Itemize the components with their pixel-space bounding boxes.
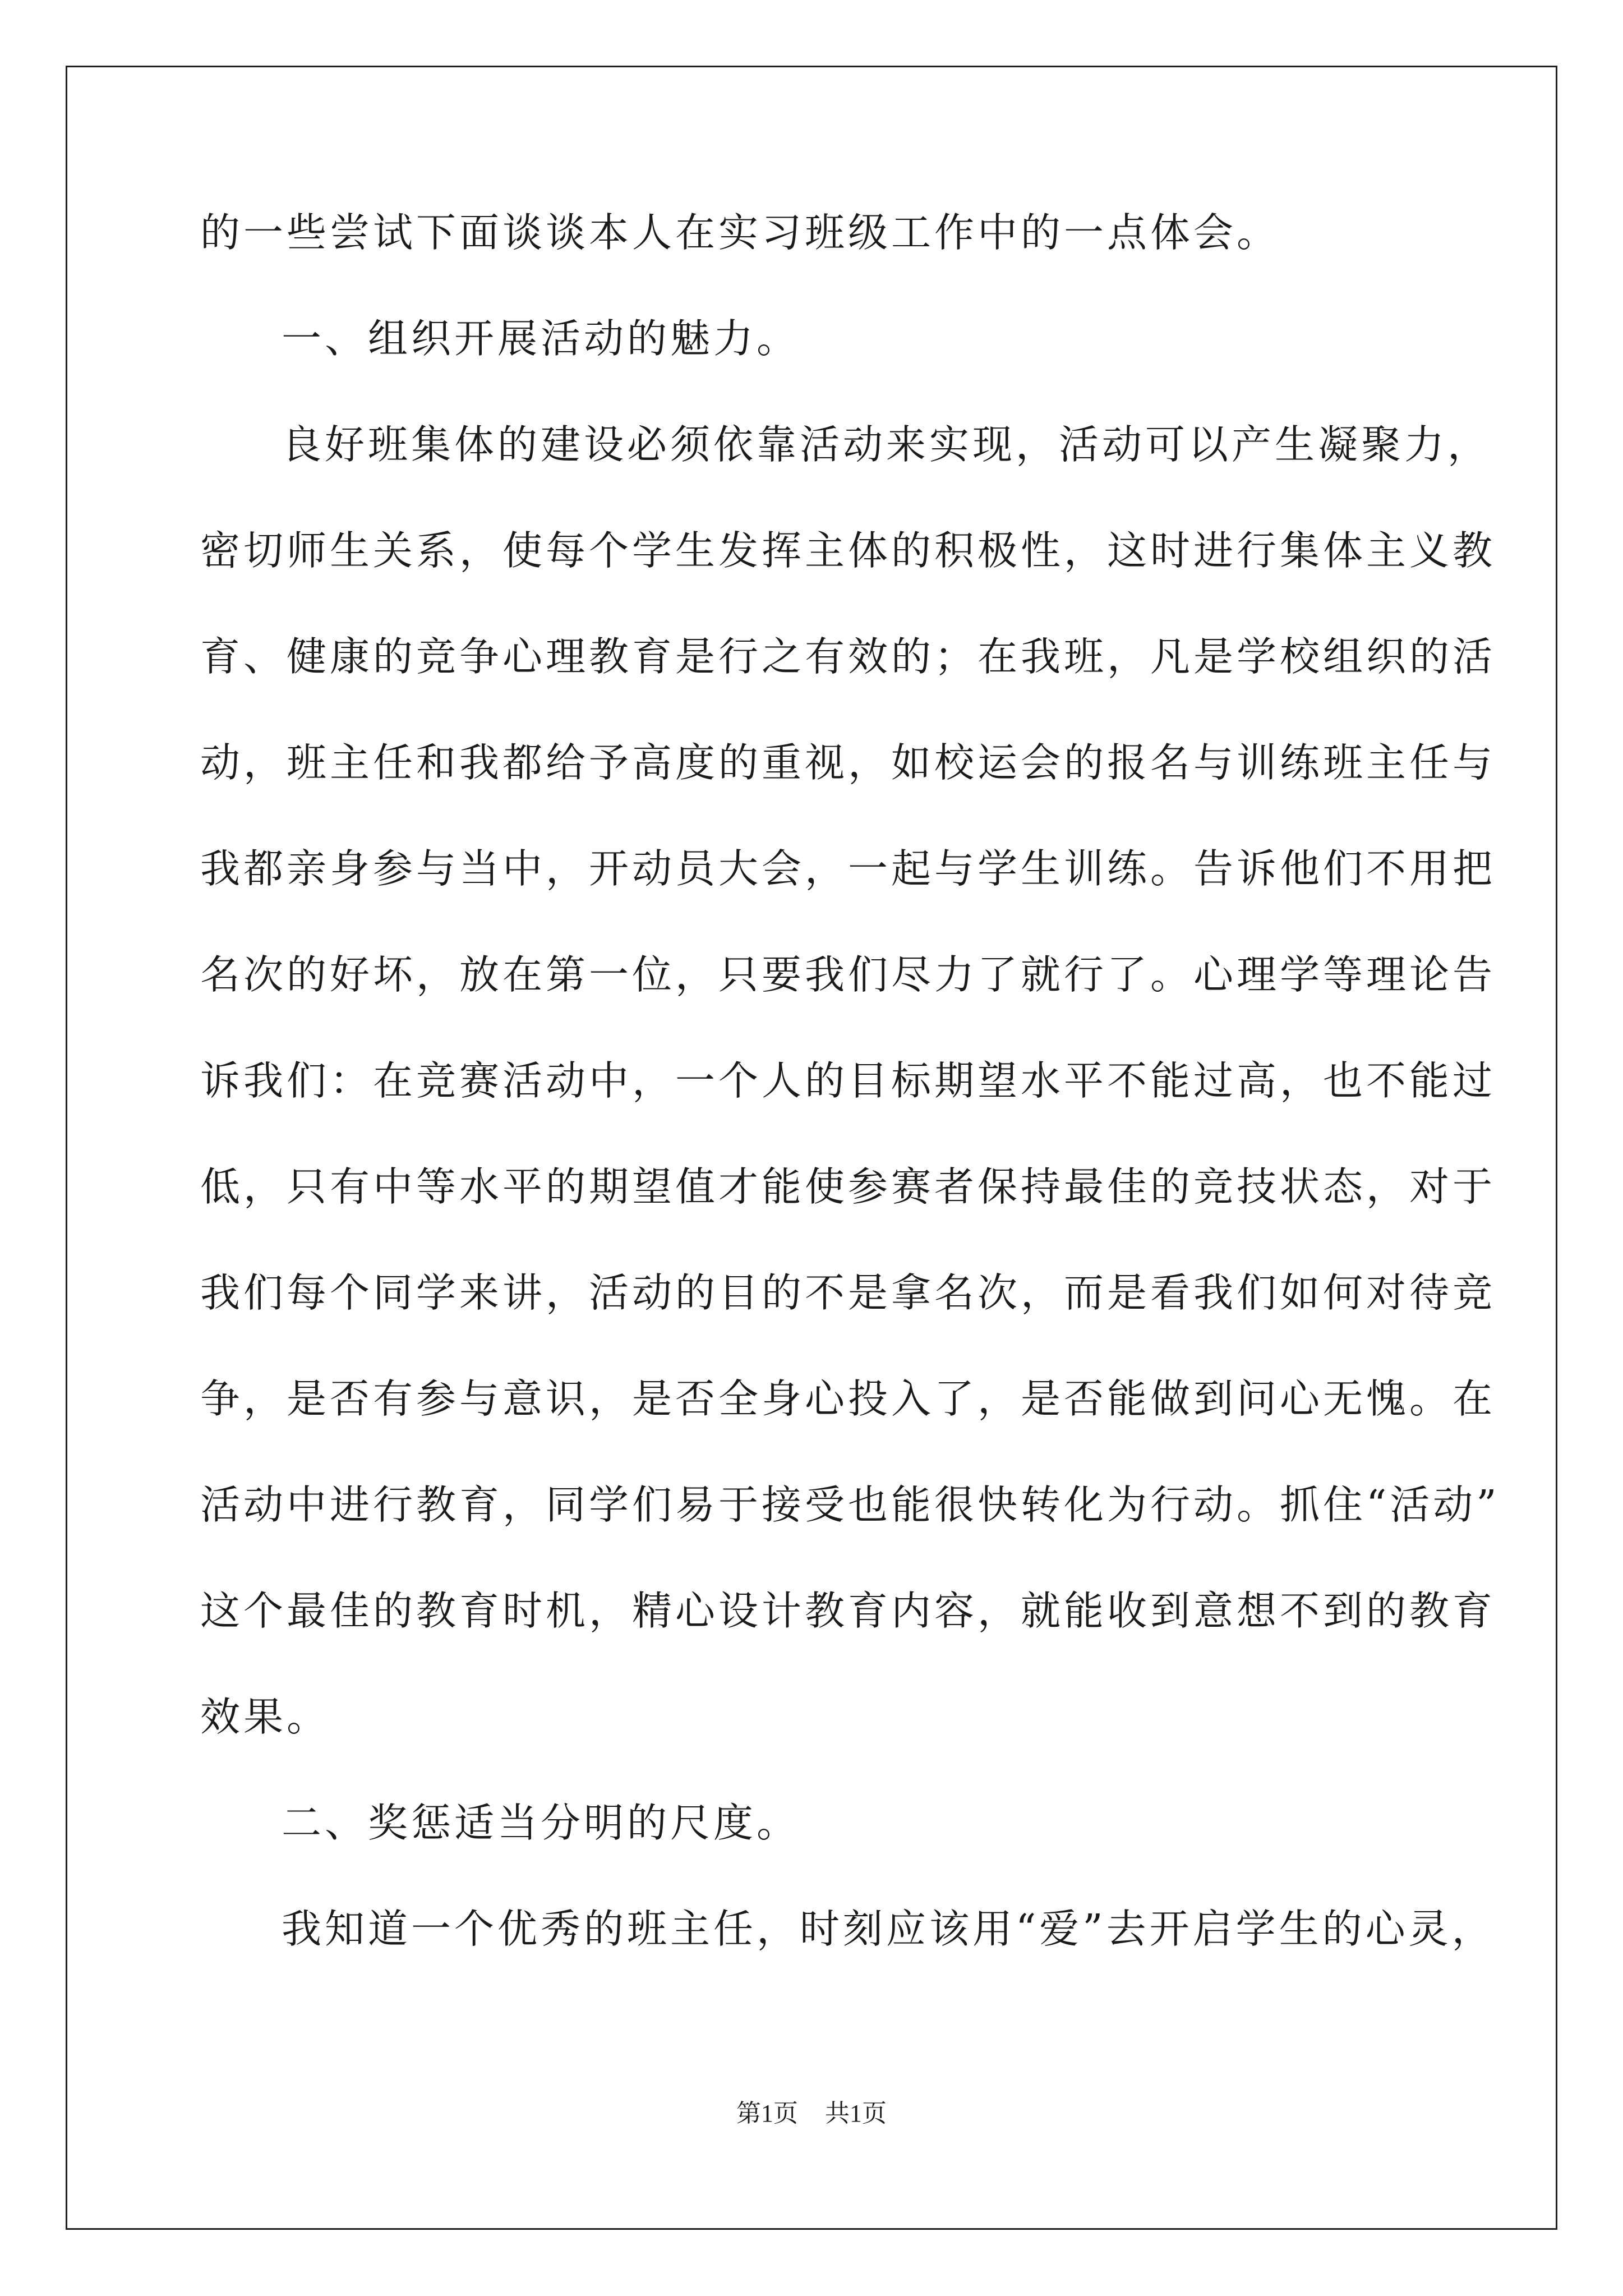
text-line: 这个最佳的教育时机，精心设计教育内容，就能收到意想不到的教育 — [200, 1588, 1496, 1634]
section-heading: 一、组织开展活动的魅力。 — [282, 315, 800, 362]
text-line: 我知道一个优秀的班主任，时刻应该用“爱”去开启学生的心灵， — [282, 1906, 1495, 1952]
page-footer — [0, 2097, 1623, 2131]
text-line: 密切师生关系，使每个学生发挥主体的积极性，这时进行集体主义教 — [200, 527, 1496, 574]
text-line: 我都亲身参与当中，开动员大会，一起与学生训练。告诉他们不用把 — [200, 845, 1496, 892]
text-line: 名次的好坏，放在第一位，只要我们尽力了就行了。心理学等理论告 — [200, 951, 1496, 998]
text-line: 效果。 — [200, 1694, 330, 1740]
text-line: 我们每个同学来讲，活动的目的不是拿名次，而是看我们如何对待竞 — [200, 1269, 1496, 1316]
text-line: 活动中进行教育，同学们易于接受也能很快转化为行动。抓住“活动” — [200, 1481, 1500, 1528]
text-line: 动，班主任和我都给予高度的重视，如校运会的报名与训练班主任与 — [200, 739, 1496, 786]
text-line: 良好班集体的建设必须依靠活动来实现，活动可以产生凝聚力， — [282, 421, 1491, 468]
text-line: 诉我们：在竞赛活动中，一个人的目标期望水平不能过高，也不能过 — [200, 1057, 1496, 1104]
section-heading: 二、奖惩适当分明的尺度。 — [282, 1800, 800, 1846]
page-number: 第1页 — [736, 2100, 798, 2127]
text-line: 育、健康的竞争心理教育是行之有效的；在我班，凡是学校组织的活 — [200, 633, 1496, 680]
text-line: 争，是否有参与意识，是否全身心投入了，是否能做到问心无愧。在 — [200, 1375, 1496, 1422]
document-body — [200, 205, 1500, 2007]
page-total: 共1页 — [825, 2100, 887, 2127]
text-line: 的一些尝试下面谈谈本人在实习班级工作中的一点体会。 — [200, 209, 1280, 256]
text-line: 低，只有中等水平的期望值才能使参赛者保持最佳的竞技状态，对于 — [200, 1163, 1496, 1210]
